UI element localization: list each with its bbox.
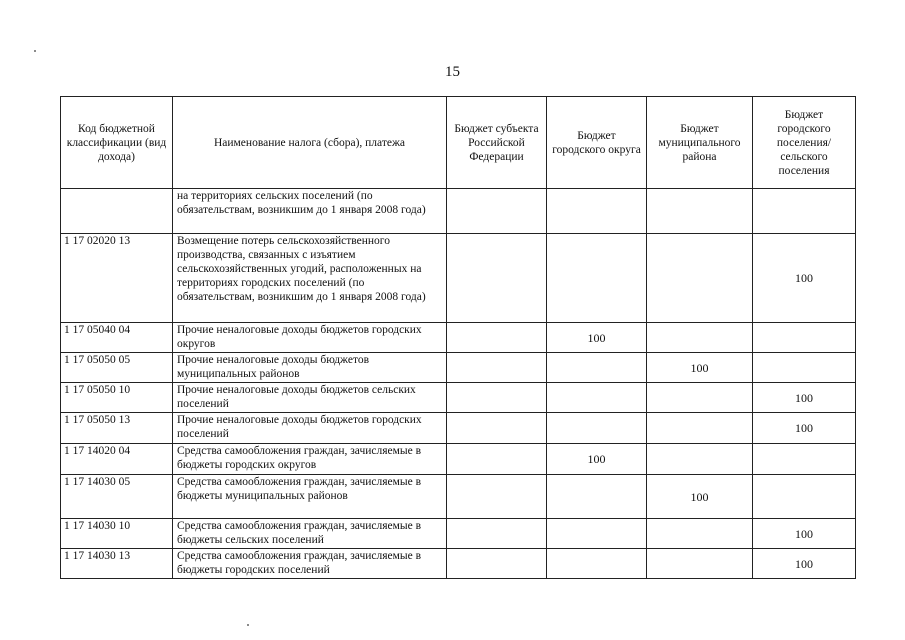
row-city-value	[547, 549, 647, 579]
row-city-value: 100	[547, 444, 647, 475]
table-row	[61, 353, 856, 383]
row-name: Средства самообложения граждан, зачисляемые в бюджеты городских округов	[173, 444, 447, 475]
row-code: 1 17 14030 10	[61, 519, 173, 549]
row-settlement-value: 100	[753, 383, 856, 413]
scan-speck	[247, 624, 249, 626]
row-city-value: 100	[547, 323, 647, 353]
row-city-value	[547, 234, 647, 323]
row-code: 1 17 05050 10	[61, 383, 173, 413]
row-name: на территориях сельских поселений (по обязательствам, возникшим до 1 января 2008 года)	[173, 189, 447, 234]
row-code: 1 17 14020 04	[61, 444, 173, 475]
row-settlement-value: 100	[753, 413, 856, 444]
row-name: Прочие неналоговые доходы бюджетов муниципальных районов	[173, 353, 447, 383]
budget-classification-table	[60, 96, 856, 579]
row-subject-value	[447, 549, 547, 579]
row-subject-value	[447, 383, 547, 413]
header-settlement-budget: Бюджет городского поселения/ сельского поселения	[753, 97, 856, 189]
row-subject-value	[447, 189, 547, 234]
row-municipal-value: 100	[647, 475, 753, 519]
row-name: Средства самообложения граждан, зачисляемые в бюджеты муниципальных районов	[173, 475, 447, 519]
row-municipal-value	[647, 549, 753, 579]
table-row	[61, 519, 856, 549]
header-subject-budget: Бюджет субъекта Российской Федерации	[447, 97, 547, 189]
row-municipal-value	[647, 444, 753, 475]
header-city-district-budget: Бюджет городского округа	[547, 97, 647, 189]
row-municipal-value: 100	[647, 353, 753, 383]
row-municipal-value	[647, 189, 753, 234]
page-number: 15	[445, 64, 460, 80]
row-name: Прочие неналоговые доходы бюджетов сельских поселений	[173, 383, 447, 413]
row-code: 1 17 05050 13	[61, 413, 173, 444]
row-subject-value	[447, 444, 547, 475]
table-row	[61, 413, 856, 444]
row-subject-value	[447, 519, 547, 549]
row-municipal-value	[647, 519, 753, 549]
table-row	[61, 549, 856, 579]
row-name: Средства самообложения граждан, зачисляемые в бюджеты сельских поселений	[173, 519, 447, 549]
row-settlement-value	[753, 353, 856, 383]
row-code: 1 17 14030 13	[61, 549, 173, 579]
row-settlement-value: 100	[753, 234, 856, 323]
row-city-value	[547, 475, 647, 519]
row-code: 1 17 05050 05	[61, 353, 173, 383]
row-municipal-value	[647, 383, 753, 413]
row-name: Прочие неналоговые доходы бюджетов городских округов	[173, 323, 447, 353]
table-row	[61, 444, 856, 475]
row-code	[61, 189, 173, 234]
row-subject-value	[447, 353, 547, 383]
row-code: 1 17 14030 05	[61, 475, 173, 519]
row-settlement-value: 100	[753, 549, 856, 579]
table-row	[61, 475, 856, 519]
row-city-value	[547, 189, 647, 234]
row-city-value	[547, 353, 647, 383]
table-row	[61, 323, 856, 353]
table-row	[61, 383, 856, 413]
row-name: Средства самообложения граждан, зачисляемые в бюджеты городских поселений	[173, 549, 447, 579]
row-city-value	[547, 519, 647, 549]
row-settlement-value	[753, 444, 856, 475]
row-settlement-value	[753, 475, 856, 519]
row-settlement-value	[753, 189, 856, 234]
row-subject-value	[447, 323, 547, 353]
header-name: Наименование налога (сбора), платежа	[173, 97, 447, 189]
table-header-row	[61, 97, 856, 189]
row-name: Возмещение потерь сельскохозяйственного производства, связанных с изъятием сельскохозяйственных угодий, расположенных на территориях городских поселений (по обязательствам, возникшим до 1 января 2008 года)	[173, 234, 447, 323]
row-city-value	[547, 413, 647, 444]
row-subject-value	[447, 413, 547, 444]
row-name: Прочие неналоговые доходы бюджетов городских поселений	[173, 413, 447, 444]
row-municipal-value	[647, 323, 753, 353]
row-subject-value	[447, 234, 547, 323]
table-row	[61, 189, 856, 234]
row-settlement-value	[753, 323, 856, 353]
row-code: 1 17 02020 13	[61, 234, 173, 323]
row-settlement-value: 100	[753, 519, 856, 549]
header-municipal-district-budget: Бюджет муниципального района	[647, 97, 753, 189]
row-subject-value	[447, 475, 547, 519]
row-municipal-value	[647, 413, 753, 444]
row-code: 1 17 05040 04	[61, 323, 173, 353]
row-municipal-value	[647, 234, 753, 323]
header-code: Код бюджетной классификации (вид дохода)	[61, 97, 173, 189]
row-city-value	[547, 383, 647, 413]
table-row	[61, 234, 856, 323]
scan-speck	[34, 50, 36, 52]
